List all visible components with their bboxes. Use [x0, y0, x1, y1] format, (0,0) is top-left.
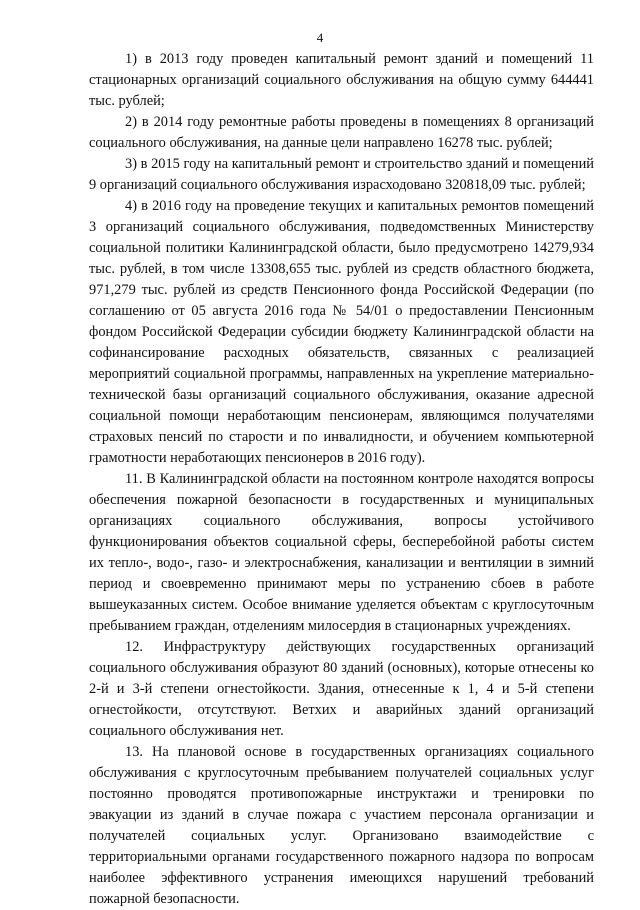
paragraph-2014-repair: 2) в 2014 году ремонтные работы проведены в помещениях 8 организаций социального обслуживания, на данные цели направлено 16278 тыс. рублей; [89, 114, 594, 151]
document-body [89, 49, 594, 910]
paragraph-12-infrastructure: 12. Инфраструктуру действующих государственных организаций социального обслуживания образуют 80 зданий (основных), которые отнесены ко 2-й и 3-й степени огнестойкости. Здания, отнесенные к 1, 4 и 5-й степени огнестойкости, отсутствуют. Ветхих и аварийных зданий организаций социального обслуживания нет. [89, 639, 594, 739]
paragraph-13-fire-drills: 13. На плановой основе в государственных организациях социального обслуживания с круглосуточным пребыванием получателей социальных услуг постоянно проводятся противопожарные инструктажи и тренировки по эвакуации из зданий в случае пожара с участием персонала организации и получателей социальных услуг. Организовано взаимодействие с территориальными органами государственного пожарного надзора по вопросам наиболее эффективного устранения имеющихся нарушений требований пожарной безопасности. [89, 744, 594, 907]
paragraph-2015-repair: 3) в 2015 году на капитальный ремонт и строительство зданий и помещений 9 организаций социального обслуживания израсходовано 320818,09 тыс. рублей; [89, 156, 594, 193]
paragraph-2013-repair: 1) в 2013 году проведен капитальный ремонт зданий и помещений 11 стационарных организаций социального обслуживания на общую сумму 644441 тыс. рублей; [89, 51, 594, 109]
paragraph-2016-repair: 4) в 2016 году на проведение текущих и капитальных ремонтов помещений 3 организаций социального обслуживания, подведомственных Министерству социальной политики Калининградской области, было предусмотрено 14279,934 тыс. рублей, в том числе 13308,655 тыс. рублей из средств областного бюджета, 971,279 тыс. рублей из средств Пенсионного фонда Российской Федерации (по соглашению от 05 августа 2016 года № 54/01 о предоставлении Пенсионным фондом Российской Федерации субсидии бюджету Калининградской области на софинансирование расходных обязательств, связанных с реализацией мероприятий социальной программы, направленных на укрепление материально-технической базы организаций социального обслуживания, оказание адресной социальной помощи неработающим пенсионерам, являющимся получателями страховых пенсий по старости и по инвалидности, и обучением компьютерной грамотности неработающих пенсионеров в 2016 году). [89, 198, 594, 466]
paragraph-11-fire-safety-control: 11. В Калининградской области на постоянном контроле находятся вопросы обеспечения пожарной безопасности в государственных и муниципальных организациях социального обслуживания, вопросы устойчивого функционирования объектов социальной сферы, бесперебойной работы систем их тепло-, водо-, газо- и электроснабжения, канализации и вентиляции в зимний период и своевременно принимают меры по устранению сбоев в работе вышеуказанных систем. Особое внимание уделяется объектам с круглосуточным пребыванием граждан, отделениям милосердия в стационарных учреждениях. [89, 471, 594, 634]
page-number: 4 [316, 30, 324, 45]
